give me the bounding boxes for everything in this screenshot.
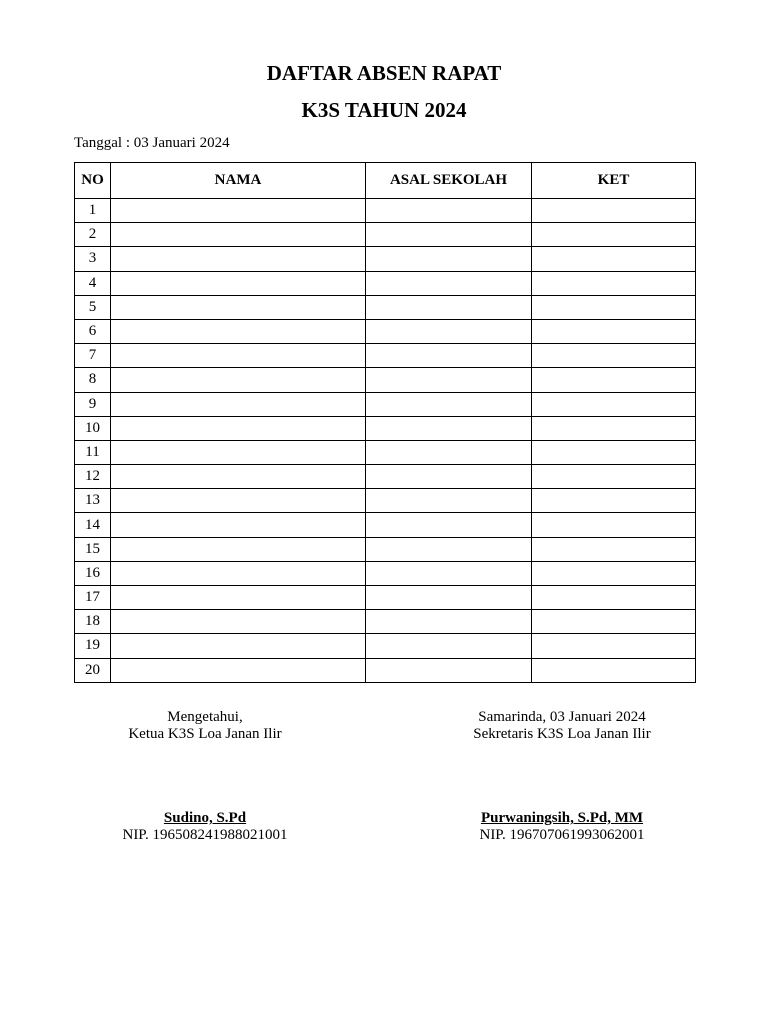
table-row bbox=[75, 416, 696, 440]
table-row bbox=[75, 537, 696, 561]
cell-asal-sekolah bbox=[366, 658, 532, 682]
cell-no: 14 bbox=[75, 513, 111, 537]
table-row bbox=[75, 247, 696, 271]
left-signature-header bbox=[75, 709, 335, 743]
cell-ket bbox=[532, 610, 696, 634]
table-row bbox=[75, 658, 696, 682]
cell-ket bbox=[532, 513, 696, 537]
cell-no: 11 bbox=[75, 440, 111, 464]
right-signatory-name: Purwaningsih, S.Pd, MM bbox=[480, 810, 644, 826]
right-signatory-nip: NIP. 196707061993062001 bbox=[479, 827, 645, 843]
right-signature-block bbox=[432, 810, 692, 844]
cell-no: 16 bbox=[75, 561, 111, 585]
cell-nama bbox=[111, 392, 366, 416]
cell-ket bbox=[532, 344, 696, 368]
cell-nama bbox=[111, 295, 366, 319]
table-row bbox=[75, 368, 696, 392]
column-header-ket: KET bbox=[532, 163, 696, 199]
column-header-no: NO bbox=[75, 163, 111, 199]
cell-no: 18 bbox=[75, 610, 111, 634]
cell-asal-sekolah bbox=[366, 610, 532, 634]
right-signature-header bbox=[432, 709, 692, 743]
cell-ket bbox=[532, 489, 696, 513]
cell-ket bbox=[532, 295, 696, 319]
cell-ket bbox=[532, 392, 696, 416]
cell-ket bbox=[532, 271, 696, 295]
cell-no: 2 bbox=[75, 223, 111, 247]
cell-ket bbox=[532, 416, 696, 440]
cell-asal-sekolah bbox=[366, 634, 532, 658]
page-title: DAFTAR ABSEN RAPAT bbox=[266, 61, 502, 85]
cell-ket bbox=[532, 368, 696, 392]
cell-asal-sekolah bbox=[366, 247, 532, 271]
cell-ket bbox=[532, 586, 696, 610]
cell-no: 17 bbox=[75, 586, 111, 610]
attendance-table bbox=[74, 162, 696, 683]
cell-no: 1 bbox=[75, 199, 111, 223]
cell-no: 15 bbox=[75, 537, 111, 561]
left-signature-block bbox=[75, 810, 335, 844]
left-signature-caption: Mengetahui, bbox=[167, 709, 243, 725]
cell-asal-sekolah bbox=[366, 271, 532, 295]
cell-asal-sekolah bbox=[366, 392, 532, 416]
cell-nama bbox=[111, 465, 366, 489]
cell-asal-sekolah bbox=[366, 561, 532, 585]
meeting-date: Tanggal : 03 Januari 2024 bbox=[74, 135, 230, 151]
cell-asal-sekolah bbox=[366, 344, 532, 368]
cell-no: 12 bbox=[75, 465, 111, 489]
cell-nama bbox=[111, 513, 366, 537]
cell-asal-sekolah bbox=[366, 223, 532, 247]
cell-no: 3 bbox=[75, 247, 111, 271]
table-row bbox=[75, 465, 696, 489]
cell-nama bbox=[111, 247, 366, 271]
cell-nama bbox=[111, 634, 366, 658]
table-row bbox=[75, 634, 696, 658]
column-header-asal-sekolah: ASAL SEKOLAH bbox=[366, 163, 532, 199]
cell-nama bbox=[111, 537, 366, 561]
cell-ket bbox=[532, 440, 696, 464]
table-header-row bbox=[75, 163, 696, 199]
cell-nama bbox=[111, 199, 366, 223]
table-row bbox=[75, 295, 696, 319]
cell-ket bbox=[532, 537, 696, 561]
column-header-nama: NAMA bbox=[111, 163, 366, 199]
cell-nama bbox=[111, 416, 366, 440]
cell-no: 6 bbox=[75, 319, 111, 343]
cell-nama bbox=[111, 223, 366, 247]
cell-asal-sekolah bbox=[366, 295, 532, 319]
left-signature-role: Ketua K3S Loa Janan Ilir bbox=[128, 726, 282, 742]
cell-no: 10 bbox=[75, 416, 111, 440]
cell-no: 7 bbox=[75, 344, 111, 368]
cell-ket bbox=[532, 658, 696, 682]
table-row bbox=[75, 271, 696, 295]
cell-nama bbox=[111, 368, 366, 392]
cell-no: 4 bbox=[75, 271, 111, 295]
cell-ket bbox=[532, 634, 696, 658]
table-row bbox=[75, 392, 696, 416]
cell-ket bbox=[532, 465, 696, 489]
cell-nama bbox=[111, 319, 366, 343]
cell-nama bbox=[111, 658, 366, 682]
table-row bbox=[75, 199, 696, 223]
cell-nama bbox=[111, 440, 366, 464]
cell-nama bbox=[111, 271, 366, 295]
left-signatory-name: Sudino, S.Pd bbox=[163, 810, 247, 826]
table-row bbox=[75, 440, 696, 464]
cell-no: 5 bbox=[75, 295, 111, 319]
cell-nama bbox=[111, 561, 366, 585]
cell-ket bbox=[532, 247, 696, 271]
cell-asal-sekolah bbox=[366, 489, 532, 513]
left-signatory-nip: NIP. 196508241988021001 bbox=[122, 827, 288, 843]
cell-no: 8 bbox=[75, 368, 111, 392]
page-subtitle: K3S TAHUN 2024 bbox=[301, 98, 467, 122]
cell-asal-sekolah bbox=[366, 319, 532, 343]
cell-no: 9 bbox=[75, 392, 111, 416]
table-row bbox=[75, 586, 696, 610]
cell-asal-sekolah bbox=[366, 513, 532, 537]
cell-no: 19 bbox=[75, 634, 111, 658]
cell-asal-sekolah bbox=[366, 416, 532, 440]
cell-ket bbox=[532, 223, 696, 247]
table-row bbox=[75, 344, 696, 368]
right-signature-place-date: Samarinda, 03 Januari 2024 bbox=[478, 709, 646, 725]
cell-asal-sekolah bbox=[366, 368, 532, 392]
cell-asal-sekolah bbox=[366, 440, 532, 464]
cell-asal-sekolah bbox=[366, 465, 532, 489]
cell-ket bbox=[532, 199, 696, 223]
cell-no: 20 bbox=[75, 658, 111, 682]
cell-asal-sekolah bbox=[366, 199, 532, 223]
cell-nama bbox=[111, 610, 366, 634]
table-row bbox=[75, 561, 696, 585]
cell-no: 13 bbox=[75, 489, 111, 513]
table-row bbox=[75, 610, 696, 634]
table-row bbox=[75, 223, 696, 247]
cell-nama bbox=[111, 586, 366, 610]
cell-ket bbox=[532, 561, 696, 585]
cell-asal-sekolah bbox=[366, 586, 532, 610]
right-signature-role: Sekretaris K3S Loa Janan Ilir bbox=[473, 726, 651, 742]
cell-asal-sekolah bbox=[366, 537, 532, 561]
table-row bbox=[75, 319, 696, 343]
cell-nama bbox=[111, 344, 366, 368]
table-row bbox=[75, 489, 696, 513]
cell-ket bbox=[532, 319, 696, 343]
table-row bbox=[75, 513, 696, 537]
cell-nama bbox=[111, 489, 366, 513]
